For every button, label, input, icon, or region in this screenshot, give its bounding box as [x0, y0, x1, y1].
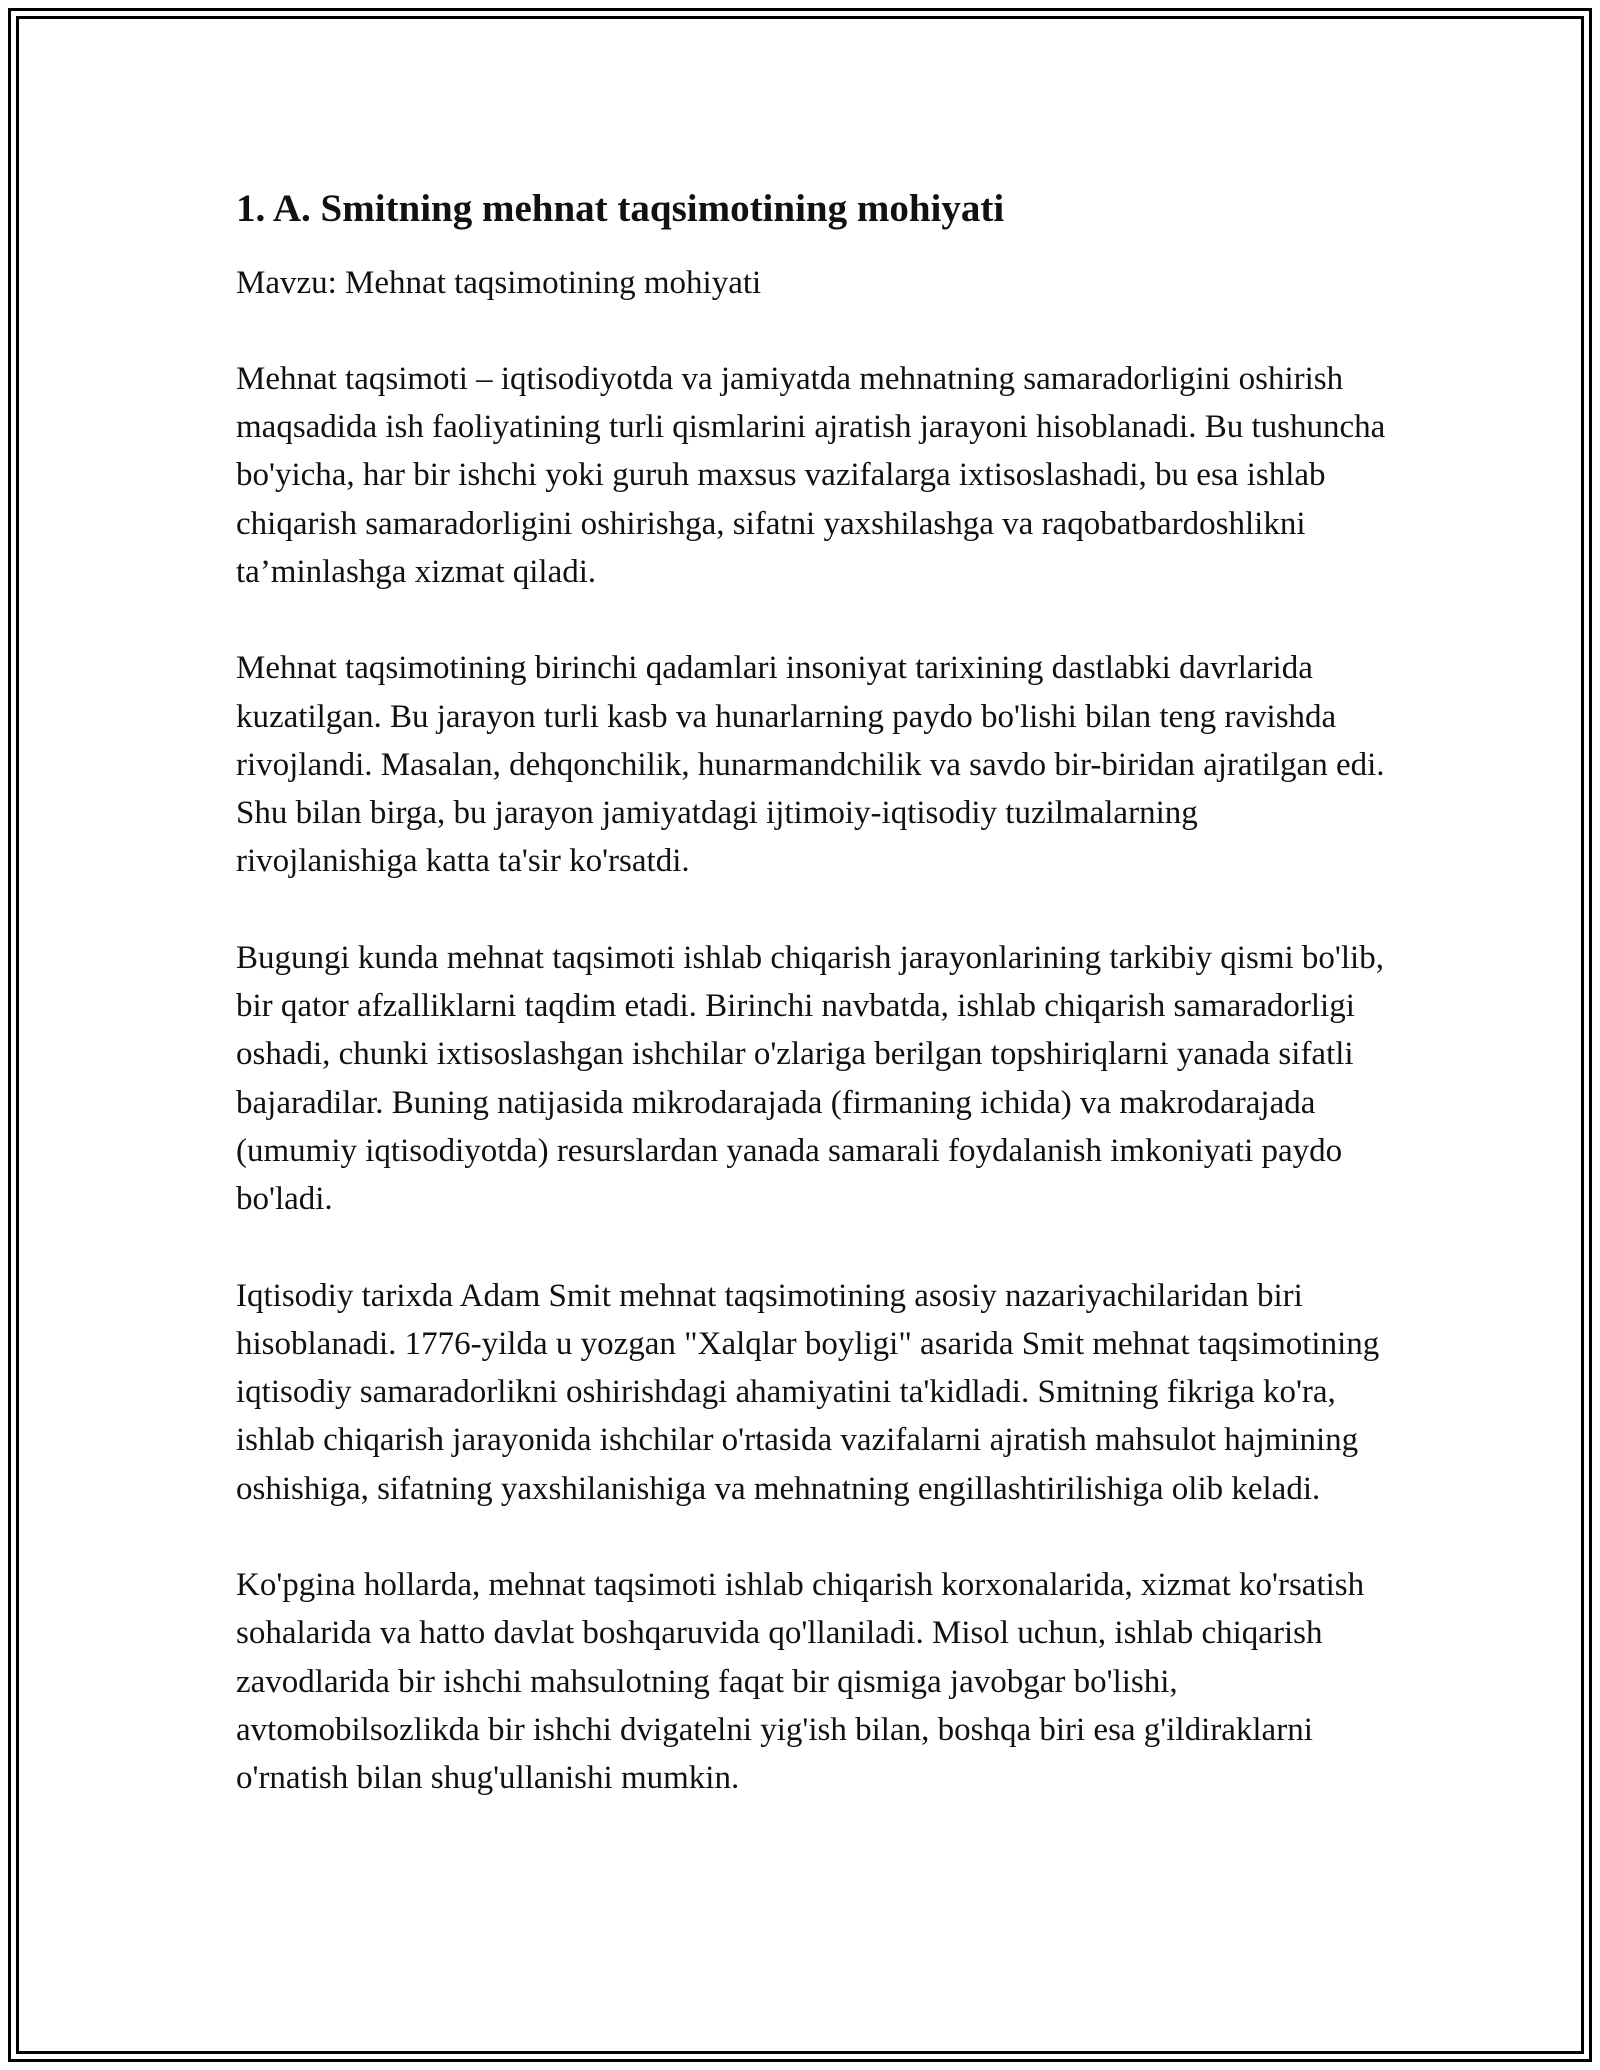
- paragraph-adam-smith: Iqtisodiy tarixda Adam Smit mehnat taqsimotining asosiy nazariyachilaridan biri hisoblanadi. 1776-yilda u yozgan "Xalqlar boyligi" asarida Smit mehnat taqsimotining iqtisodiy samaradorlikni oshirishdagi ahamiyatini ta'kidladi. Smitning fikriga ko'ra, ishlab chiqarish jarayonida ishchilar o'rtasida vazifalarni ajratish mahsulot hajmining oshishiga, sifatning yaxshilanishiga va mehnatning engillashtirilishiga olib keladi.: [236, 1277, 1380, 1507]
- paragraph-history: Mehnat taqsimotining birinchi qadamlari insoniyat tarixining dastlabki davrlarida kuzatilgan. Bu jarayon turli kasb va hunarlarning paydo bo'lishi bilan teng ravishda rivojlandi. Masalan, dehqonchilik, hunarmandchilik va savdo bir-biridan ajratilgan edi. Shu bilan birga, bu jarayon jamiyatdagi ijtimoiy-iqtisodiy tuzilmalarning rivojlanishiga katta ta'sir ko'rsatdi.: [236, 650, 1385, 880]
- paragraph-definition: Mehnat taqsimoti – iqtisodiyotda va jamiyatda mehnatning samaradorligini oshirish maqsadida ish faoliyatining turli qismlarini ajratish jarayoni hisoblanadi. Bu tushuncha bo'yicha, har bir ishchi yoki guruh maxsus vazifalarga ixtisoslashadi, bu esa ishlab chiqarish samaradorligini oshirishga, sifatni yaxshilashga va raqobatbardoshlikni ta’minlashga xizmat qiladi.: [236, 360, 1386, 590]
- document-body: [236, 186, 1386, 1851]
- paragraph-advantages: Bugungi kunda mehnat taqsimoti ishlab chiqarish jarayonlarining tarkibiy qismi bo'lib, bir qator afzalliklarni taqdim etadi. Birinchi navbatda, ishlab chiqarish samaradorligi oshadi, chunki ixtisoslashgan ishchilar o'zlariga berilgan topshiriqlarni yanada sifatli bajaradilar. Buning natijasida mikrodarajada (firmaning ichida) va makrodarajada (umumiy iqtisodiyotda) resurslardan yanada samarali foydalanish imkoniyati paydo bo'ladi.: [236, 939, 1384, 1218]
- document-title: 1. A. Smitning mehnat taqsimotining mohiyati: [236, 187, 1005, 230]
- document-subtitle: Mavzu: Mehnat taqsimotining mohiyati: [236, 264, 762, 301]
- paragraph-examples: Ko'pgina hollarda, mehnat taqsimoti ishlab chiqarish korxonalarida, xizmat ko'rsatish sohalarida va hatto davlat boshqaruvida qo'llaniladi. Misol uchun, ishlab chiqarish zavodlarida bir ishchi mahsulotning faqat bir qismiga javobgar bo'lishi, avtomobilsozlikda bir ishchi dvigatelni yig'ish bilan, boshqa biri esa g'ildiraklarni o'rnatish bilan shug'ullanishi mumkin.: [236, 1567, 1365, 1797]
